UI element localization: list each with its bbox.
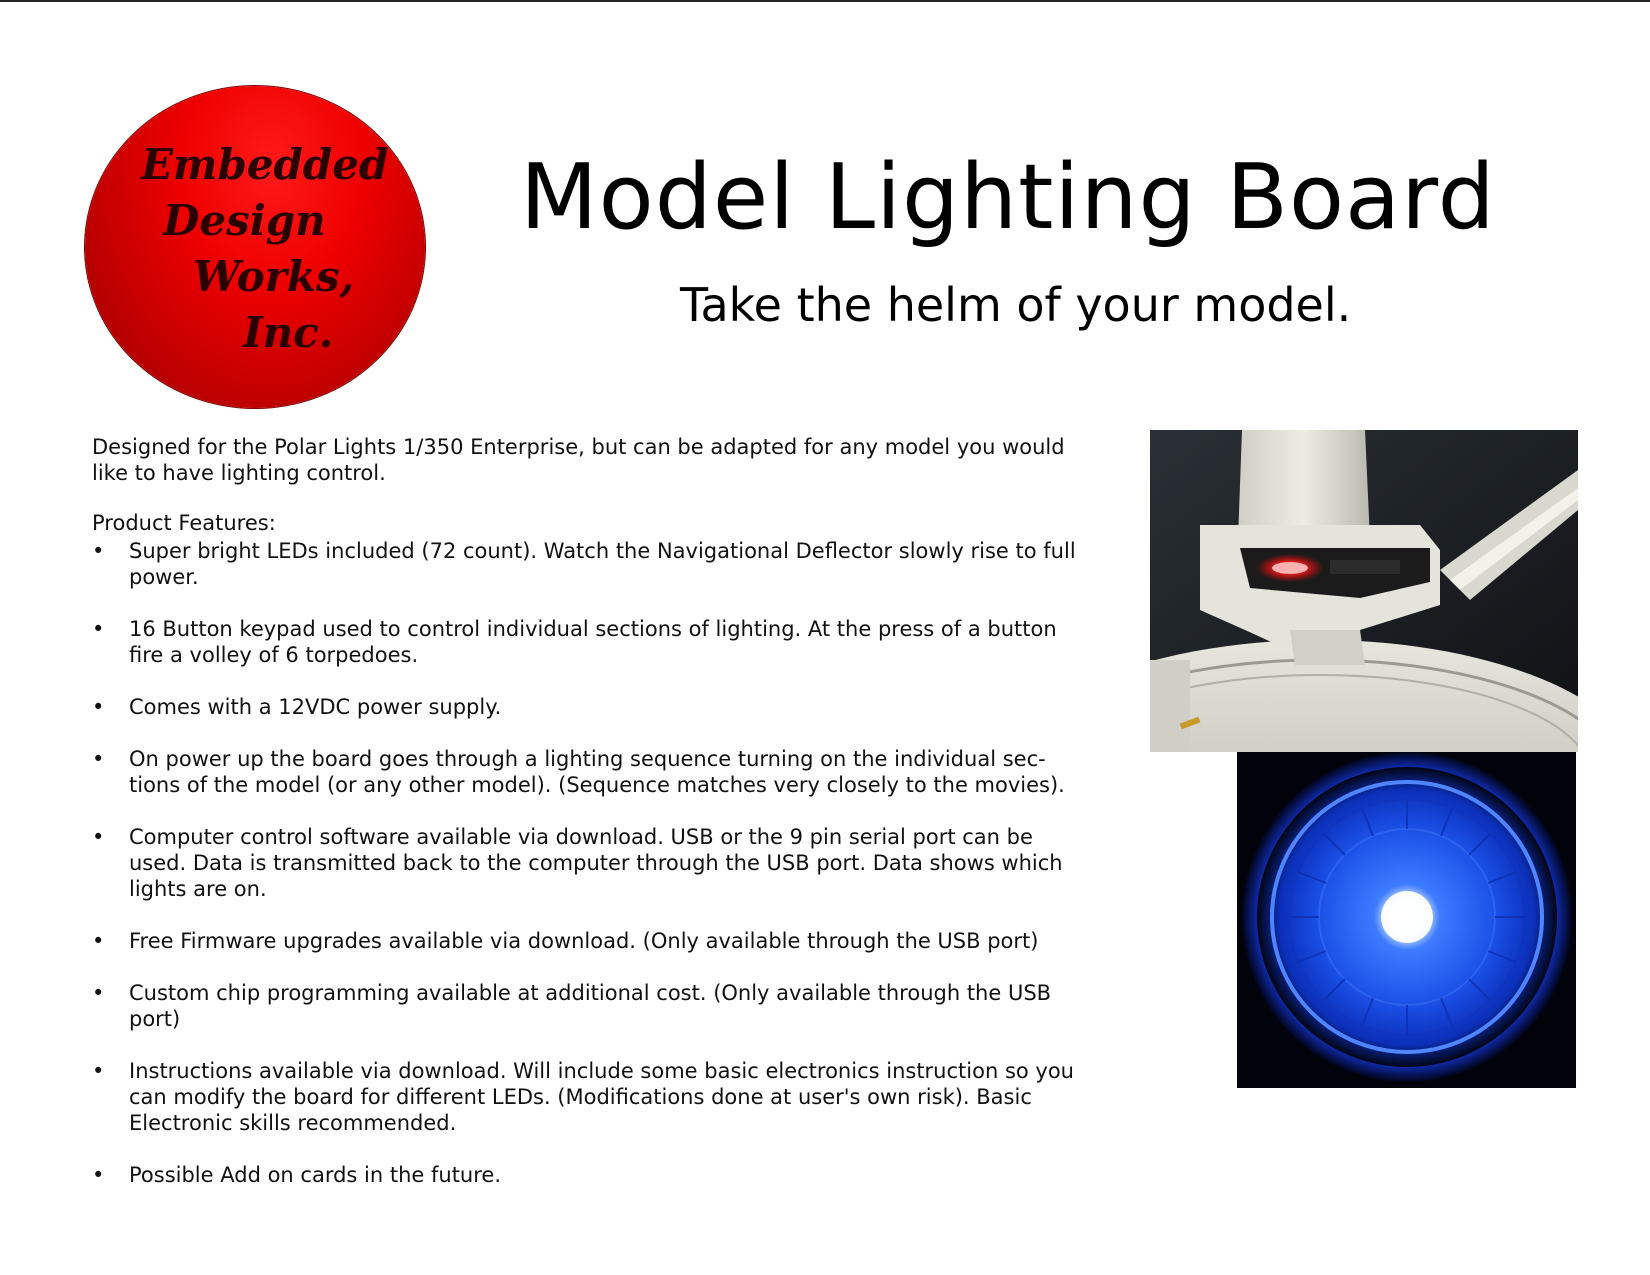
feature-text: Comes with a 12VDC power supply. — [129, 695, 502, 719]
bullet-icon: • — [92, 617, 105, 641]
bullet-icon: • — [92, 695, 105, 719]
feature-text: Free Firmware upgrades available via download. (Only available through the USB port) — [129, 929, 1039, 953]
feature-text: Custom chip programming available at additional cost. (Only available through the USB port) — [129, 981, 1052, 1031]
list-item — [92, 1162, 1092, 1188]
deflector-housing-image — [1150, 430, 1578, 752]
list-item — [92, 928, 1092, 954]
bullet-icon: • — [92, 539, 105, 563]
list-item — [92, 538, 1092, 590]
feature-text: Super bright LEDs included (72 count). Watch the Navigational Deflector slowly rise to full power. — [129, 539, 1076, 589]
list-item — [92, 694, 1092, 720]
feature-text: Instructions available via download. Will include some basic electronics instruction so you can modify the board for different LEDs. (Modifications done at user's own risk). Basic Electronic skills recommended. — [129, 1059, 1074, 1135]
bullet-icon: • — [92, 981, 105, 1005]
page-title: Model Lighting Board — [520, 145, 1496, 250]
intro-paragraph: Designed for the Polar Lights 1/350 Enterprise, but can be adapted for any model you would like to have lighting control. — [92, 435, 1065, 485]
list-item — [92, 824, 1092, 902]
top-rule — [0, 0, 1650, 2]
feature-text: Computer control software available via download. USB or the 9 pin serial port can be used. Data is transmitted back to the computer through the USB port. Data shows which lights are on. — [129, 825, 1063, 901]
bullet-icon: • — [92, 825, 105, 849]
bullet-icon: • — [92, 1163, 105, 1187]
blue-deflector-image — [1237, 752, 1576, 1088]
logo-line-2: Design — [163, 196, 326, 245]
list-item — [92, 1058, 1092, 1136]
feature-text: 16 Button keypad used to control individual sections of lighting. At the press of a button fire a volley of 6 torpedoes. — [129, 617, 1057, 667]
list-item — [92, 746, 1092, 798]
features-list — [92, 538, 1092, 1188]
list-item — [92, 980, 1092, 1032]
logo-line-3: Works, — [193, 252, 355, 301]
page-subtitle: Take the helm of your model. — [680, 278, 1352, 332]
feature-text: Possible Add on cards in the future. — [129, 1163, 502, 1187]
feature-text: On power up the board goes through a lighting sequence turning on the individual sec-tions of the model (or any other model). (Sequence matches very closely to the movies). — [129, 747, 1065, 797]
photo-blue-navigational-deflector — [1237, 752, 1576, 1088]
features-heading: Product Features: — [92, 511, 276, 535]
logo-line-4: Inc. — [243, 308, 334, 357]
bullet-icon: • — [92, 929, 105, 953]
bullet-icon: • — [92, 1059, 105, 1083]
main-content — [92, 434, 1092, 1214]
photo-model-deflector-housing — [1150, 430, 1578, 752]
bullet-icon: • — [92, 747, 105, 771]
company-logo — [85, 86, 425, 408]
logo-line-1: Embedded — [141, 140, 389, 189]
list-item — [92, 616, 1092, 668]
